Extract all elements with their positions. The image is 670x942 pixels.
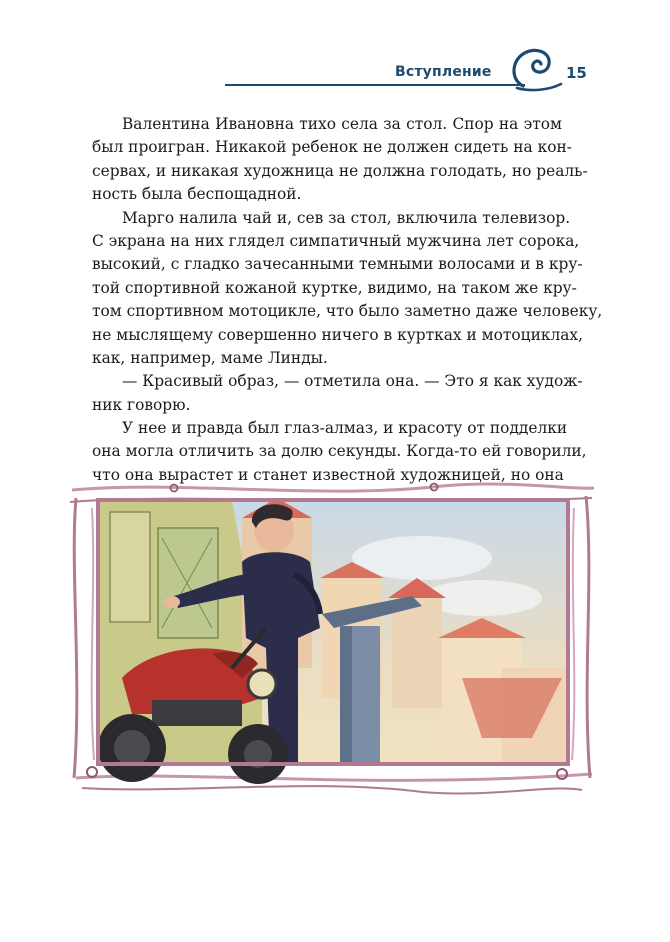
ribbon-frame-icon: [62, 478, 602, 798]
text-line: что она вырастет и станет известной художницей, но она: [92, 465, 564, 484]
text-line: У нее и правда был глаз-алмаз, и красоту от подделки: [122, 419, 568, 438]
text-line: высокий, с гладко зачесанными темными волосами и в кру-: [92, 255, 583, 274]
text-line: С экрана на них глядел симпатичный мужчина лет сорока,: [92, 231, 580, 250]
man-with-motorcycle-at-podium-illustration: [98, 498, 568, 784]
section-title: Вступление: [395, 64, 492, 80]
text-line: был проигран. Никакой ребенок не должен сидеть на кон-: [92, 138, 572, 157]
text-line: том спортивном мотоцикле, что было заметно даже человеку,: [92, 302, 603, 321]
page-number: 15: [566, 64, 587, 82]
text-line: как, например, маме Линды.: [92, 348, 328, 367]
text-line: она могла отличить за долю секунды. Когда-то ей говорили,: [92, 442, 587, 461]
header-rule: [225, 84, 525, 86]
text-line: ник говорю.: [92, 395, 191, 414]
illustration: [62, 478, 602, 798]
text-line: не мыслящему совершенно ничего в куртках и мотоциклах,: [92, 325, 583, 344]
text-line: — Красивый образ, — отметила она. — Это я как худож-: [122, 372, 583, 391]
text-line: ность была беспощадной.: [92, 185, 302, 204]
swirl-ornament-icon: [505, 40, 565, 100]
text-line: Марго налила чай и, сев за стол, включила телевизор.: [122, 208, 571, 227]
text-line: той спортивной кожаной куртке, видимо, на таком же кру-: [92, 278, 577, 297]
text-line: сервах, и никакая художница не должна голодать, но реаль-: [92, 161, 588, 180]
body-text: [92, 113, 603, 487]
text-line: Валентина Ивановна тихо села за стол. Спор на этом: [122, 115, 562, 133]
page-header: [0, 0, 670, 110]
